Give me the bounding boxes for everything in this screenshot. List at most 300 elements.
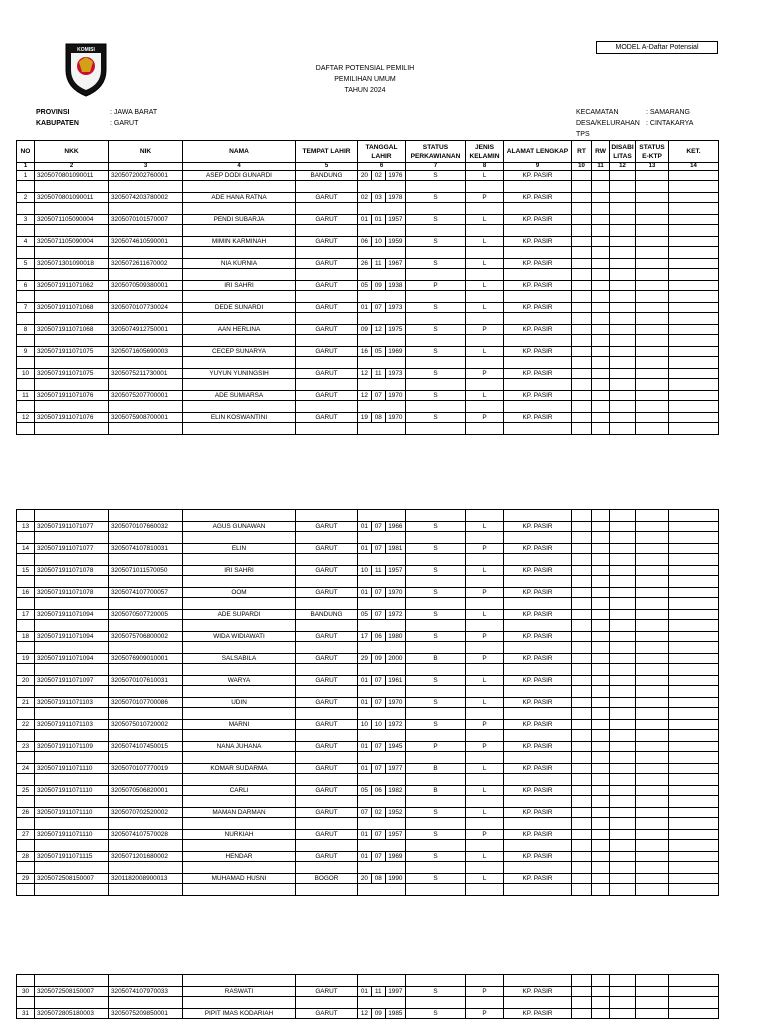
empty-cell — [610, 774, 636, 786]
month: 07 — [372, 610, 386, 619]
empty-cell — [466, 730, 504, 742]
empty-cell — [406, 203, 466, 215]
empty-cell — [610, 720, 636, 730]
empty-cell — [296, 818, 358, 830]
cell-nama: OOM — [183, 588, 296, 598]
empty-cell — [466, 664, 504, 676]
empty-cell — [636, 884, 669, 896]
year: 1966 — [388, 523, 403, 530]
empty-cell — [636, 281, 669, 291]
cell-no: 21 — [17, 698, 35, 708]
spacer-row — [17, 620, 719, 632]
cell-jk: P — [466, 830, 504, 840]
empty-cell — [636, 554, 669, 566]
cell-nik: 3205070107770019 — [109, 764, 183, 774]
empty-cell — [610, 181, 636, 193]
col-number: 5 — [296, 163, 358, 171]
cell-nik: 3205074203780002 — [109, 193, 183, 203]
empty-cell — [466, 225, 504, 237]
cell-nama: HENDAR — [183, 852, 296, 862]
meta-label-provinsi: PROVINSI — [36, 109, 70, 116]
empty-cell — [572, 808, 592, 818]
empty-cell — [592, 720, 610, 730]
empty-cell — [636, 720, 669, 730]
empty-cell — [669, 181, 719, 193]
empty-cell — [610, 554, 636, 566]
cell-jk: P — [466, 369, 504, 379]
empty-cell — [296, 576, 358, 588]
title-line-1: DAFTAR POTENSIAL PEMILIH — [315, 65, 415, 72]
cell-jk: L — [466, 259, 504, 269]
empty-cell — [17, 510, 35, 522]
cell-tgl — [358, 544, 406, 554]
spacer-row — [17, 664, 719, 676]
empty-cell — [109, 225, 183, 237]
empty-cell — [296, 379, 358, 391]
empty-cell — [669, 247, 719, 259]
date-parts — [358, 786, 405, 795]
empty-cell — [636, 215, 669, 225]
cell-tgl — [358, 808, 406, 818]
empty-cell — [572, 291, 592, 303]
spacer-row — [17, 818, 719, 830]
empty-cell — [592, 335, 610, 347]
spacer-row — [17, 401, 719, 413]
month: 02 — [372, 171, 386, 180]
day: 12 — [358, 1009, 372, 1018]
cell-alamat: KP. PASIR — [504, 215, 572, 225]
empty-cell — [669, 764, 719, 774]
date-parts — [358, 369, 405, 378]
cell-tempat: GARUT — [296, 237, 358, 247]
date-parts — [358, 654, 405, 663]
cell-nkk: 3205071911071078 — [35, 566, 109, 576]
col-number: 7 — [406, 163, 466, 171]
cell-tempat: GARUT — [296, 764, 358, 774]
empty-cell — [636, 566, 669, 576]
empty-cell — [296, 862, 358, 874]
empty-cell — [669, 752, 719, 764]
empty-cell — [296, 203, 358, 215]
empty-cell — [669, 852, 719, 862]
empty-cell — [183, 997, 296, 1009]
cell-jk: L — [466, 281, 504, 291]
cell-no: 29 — [17, 874, 35, 884]
cell-tempat: GARUT — [296, 742, 358, 752]
cell-alamat: KP. PASIR — [504, 237, 572, 247]
cell-alamat: KP. PASIR — [504, 808, 572, 818]
empty-cell — [17, 225, 35, 237]
spacer-row — [17, 225, 719, 237]
cell-nik: 3205072611670002 — [109, 259, 183, 269]
empty-cell — [35, 269, 109, 281]
cell-nkk: 3205071911071110 — [35, 786, 109, 796]
spacer-row — [17, 884, 719, 896]
meta-value-kabupaten: : GARUT — [110, 120, 139, 127]
empty-cell — [592, 796, 610, 808]
cell-tempat: GARUT — [296, 215, 358, 225]
empty-cell — [610, 510, 636, 522]
year: 1957 — [388, 216, 403, 223]
cell-no: 10 — [17, 369, 35, 379]
empty-cell — [109, 532, 183, 544]
day: 12 — [358, 369, 372, 378]
empty-cell — [358, 862, 406, 874]
cell-tgl — [358, 830, 406, 840]
empty-cell — [406, 181, 466, 193]
empty-cell — [610, 291, 636, 303]
empty-cell — [406, 686, 466, 698]
empty-cell — [592, 369, 610, 379]
empty-cell — [592, 632, 610, 642]
empty-cell — [406, 642, 466, 654]
empty-cell — [610, 313, 636, 325]
empty-cell — [406, 247, 466, 259]
empty-cell — [17, 664, 35, 676]
empty-cell — [406, 664, 466, 676]
empty-cell — [610, 203, 636, 215]
cell-tgl — [358, 720, 406, 730]
empty-cell — [610, 742, 636, 752]
cell-nama: NIA KURNIA — [183, 259, 296, 269]
empty-cell — [610, 544, 636, 554]
empty-cell — [504, 752, 572, 764]
day: 01 — [358, 588, 372, 597]
col-number: 13 — [636, 163, 669, 171]
empty-cell — [572, 830, 592, 840]
cell-no: 4 — [17, 237, 35, 247]
cell-nama: ADE HANA RATNA — [183, 193, 296, 203]
empty-cell — [610, 335, 636, 347]
cell-jk: P — [466, 588, 504, 598]
cell-nkk: 3205071911071068 — [35, 325, 109, 335]
empty-cell — [610, 708, 636, 720]
cell-nik: 3205074107570028 — [109, 830, 183, 840]
cell-status: S — [406, 413, 466, 423]
empty-cell — [296, 313, 358, 325]
cell-nkk: 3205071105090004 — [35, 215, 109, 225]
year: 1990 — [388, 875, 403, 882]
date-parts — [358, 588, 405, 597]
day: 05 — [358, 610, 372, 619]
cell-status: S — [406, 347, 466, 357]
empty-cell — [406, 884, 466, 896]
cell-nama: ADE SUMIARSA — [183, 391, 296, 401]
cell-jk: P — [466, 632, 504, 642]
cell-nama: NANA JUHANA — [183, 742, 296, 752]
cell-nik: 3205075908700001 — [109, 413, 183, 423]
empty-cell — [109, 335, 183, 347]
empty-cell — [183, 423, 296, 435]
date-parts — [358, 852, 405, 861]
table-row — [17, 1009, 719, 1019]
empty-cell — [592, 247, 610, 259]
date-parts — [358, 281, 405, 290]
empty-cell — [504, 975, 572, 987]
empty-cell — [669, 313, 719, 325]
cell-tgl — [358, 676, 406, 686]
year: 1972 — [388, 611, 403, 618]
empty-cell — [572, 576, 592, 588]
cell-status: S — [406, 171, 466, 181]
empty-cell — [669, 259, 719, 269]
cell-jk: L — [466, 610, 504, 620]
empty-cell — [35, 884, 109, 896]
table-row — [17, 588, 719, 598]
empty-cell — [669, 830, 719, 840]
empty-cell — [358, 598, 406, 610]
empty-cell — [572, 369, 592, 379]
empty-cell — [406, 598, 466, 610]
empty-cell — [504, 708, 572, 720]
cell-jk: P — [466, 413, 504, 423]
empty-cell — [610, 862, 636, 874]
empty-cell — [572, 642, 592, 654]
cell-no: 24 — [17, 764, 35, 774]
table-header-row — [17, 141, 719, 163]
model-label: MODEL A-Daftar Potensial — [596, 41, 718, 54]
cell-nama: RASWATI — [183, 987, 296, 997]
year: 1952 — [388, 809, 403, 816]
cell-status: S — [406, 676, 466, 686]
empty-cell — [592, 522, 610, 532]
empty-cell — [358, 664, 406, 676]
empty-cell — [17, 203, 35, 215]
empty-cell — [636, 347, 669, 357]
empty-cell — [504, 642, 572, 654]
empty-cell — [35, 357, 109, 369]
empty-cell — [17, 401, 35, 413]
empty-cell — [669, 620, 719, 632]
cell-tgl — [358, 852, 406, 862]
day: 01 — [358, 742, 372, 751]
cell-nkk: 3205071911071110 — [35, 830, 109, 840]
empty-cell — [466, 642, 504, 654]
empty-cell — [592, 808, 610, 818]
empty-cell — [183, 796, 296, 808]
month: 06 — [372, 632, 386, 641]
cell-no: 16 — [17, 588, 35, 598]
cell-status: S — [406, 987, 466, 997]
right-meta — [576, 107, 693, 140]
meta-label-tps: TPS — [576, 131, 590, 138]
cell-status: S — [406, 193, 466, 203]
empty-cell — [572, 423, 592, 435]
empty-cell — [406, 225, 466, 237]
empty-cell — [636, 874, 669, 884]
empty-cell — [592, 303, 610, 313]
empty-cell — [669, 610, 719, 620]
cell-status: P — [406, 281, 466, 291]
empty-cell — [35, 730, 109, 742]
meta-label-kabupaten: KABUPATEN — [36, 120, 79, 127]
empty-cell — [669, 808, 719, 818]
empty-cell — [610, 369, 636, 379]
empty-cell — [358, 554, 406, 566]
empty-cell — [358, 840, 406, 852]
month: 11 — [372, 566, 386, 575]
cell-status: B — [406, 786, 466, 796]
empty-cell — [636, 247, 669, 259]
empty-cell — [636, 193, 669, 203]
empty-cell — [592, 401, 610, 413]
empty-cell — [358, 401, 406, 413]
empty-cell — [17, 247, 35, 259]
table-row — [17, 347, 719, 357]
cell-no: 26 — [17, 808, 35, 818]
empty-cell — [592, 566, 610, 576]
cell-alamat: KP. PASIR — [504, 987, 572, 997]
table-body-page-2 — [17, 510, 719, 896]
cell-nkk: 3205071911071094 — [35, 654, 109, 664]
cell-jk: P — [466, 1009, 504, 1019]
empty-cell — [296, 796, 358, 808]
empty-cell — [669, 391, 719, 401]
table-row — [17, 654, 719, 664]
cell-nama: MAMAN DARMAN — [183, 808, 296, 818]
cell-tempat: GARUT — [296, 259, 358, 269]
day: 01 — [358, 676, 372, 685]
empty-cell — [358, 510, 406, 522]
table-row — [17, 193, 719, 203]
empty-cell — [109, 510, 183, 522]
year: 1977 — [388, 765, 403, 772]
empty-cell — [358, 997, 406, 1009]
date-parts — [358, 1009, 405, 1018]
cell-alamat: KP. PASIR — [504, 193, 572, 203]
cell-alamat: KP. PASIR — [504, 347, 572, 357]
cell-alamat: KP. PASIR — [504, 632, 572, 642]
table-row — [17, 259, 719, 269]
empty-cell — [592, 259, 610, 269]
empty-cell — [109, 203, 183, 215]
empty-cell — [610, 357, 636, 369]
empty-cell — [17, 818, 35, 830]
empty-cell — [572, 247, 592, 259]
cell-nama: ASEP DODI GUNARDI — [183, 171, 296, 181]
empty-cell — [572, 598, 592, 610]
empty-cell — [636, 303, 669, 313]
empty-cell — [183, 203, 296, 215]
empty-cell — [109, 884, 183, 896]
empty-cell — [504, 291, 572, 303]
cell-nama: WARYA — [183, 676, 296, 686]
empty-cell — [610, 259, 636, 269]
empty-cell — [296, 752, 358, 764]
empty-cell — [17, 313, 35, 325]
empty-cell — [610, 225, 636, 237]
empty-cell — [592, 269, 610, 281]
spacer-row — [17, 774, 719, 786]
empty-cell — [183, 774, 296, 786]
empty-cell — [669, 347, 719, 357]
empty-cell — [592, 588, 610, 598]
empty-cell — [592, 786, 610, 796]
empty-cell — [406, 730, 466, 742]
empty-cell — [592, 884, 610, 896]
year: 1978 — [388, 194, 403, 201]
cell-no: 12 — [17, 413, 35, 423]
col-header-status-perkawinan: STATUS PERKAWIANAN — [406, 141, 466, 163]
cell-nik: 3205070509380001 — [109, 281, 183, 291]
empty-cell — [358, 730, 406, 742]
empty-cell — [17, 796, 35, 808]
meta-value-provinsi: : JAWA BARAT — [110, 109, 158, 116]
empty-cell — [669, 269, 719, 281]
empty-cell — [592, 532, 610, 544]
empty-cell — [296, 730, 358, 742]
empty-cell — [636, 181, 669, 193]
empty-cell — [669, 554, 719, 566]
empty-cell — [572, 391, 592, 401]
empty-cell — [572, 193, 592, 203]
empty-cell — [610, 281, 636, 291]
cell-nama: PENDI SUBARJA — [183, 215, 296, 225]
cell-nik: 3205075706800002 — [109, 632, 183, 642]
empty-cell — [610, 423, 636, 435]
empty-cell — [504, 730, 572, 742]
year: 1980 — [388, 633, 403, 640]
cell-nama: CECEP SUNARYA — [183, 347, 296, 357]
empty-cell — [296, 423, 358, 435]
empty-cell — [610, 852, 636, 862]
empty-cell — [504, 335, 572, 347]
empty-cell — [35, 576, 109, 588]
empty-cell — [109, 379, 183, 391]
empty-cell — [358, 708, 406, 720]
cell-no: 27 — [17, 830, 35, 840]
cell-nik: 3205071605690003 — [109, 347, 183, 357]
col-header-tanggal-lahir: TANGGAL LAHIR — [358, 141, 406, 163]
cell-alamat: KP. PASIR — [504, 588, 572, 598]
cell-tgl — [358, 874, 406, 884]
empty-cell — [610, 1009, 636, 1019]
empty-cell — [572, 620, 592, 632]
date-parts — [358, 347, 405, 356]
empty-cell — [669, 193, 719, 203]
table-row — [17, 325, 719, 335]
table-row — [17, 987, 719, 997]
empty-cell — [183, 335, 296, 347]
cell-nama: KOMAR SUDARMA — [183, 764, 296, 774]
empty-cell — [592, 347, 610, 357]
document-title — [250, 63, 480, 96]
empty-cell — [35, 708, 109, 720]
cell-status: S — [406, 632, 466, 642]
day: 05 — [358, 786, 372, 795]
cell-nik: 3205075207700001 — [109, 391, 183, 401]
empty-cell — [183, 642, 296, 654]
spacer-row — [17, 862, 719, 874]
table-row — [17, 369, 719, 379]
empty-cell — [17, 862, 35, 874]
col-header-jenis-kelamin: JENIS KELAMIN — [466, 141, 504, 163]
month: 10 — [372, 720, 386, 729]
day: 01 — [358, 522, 372, 531]
empty-cell — [183, 818, 296, 830]
cell-status: S — [406, 830, 466, 840]
empty-cell — [406, 752, 466, 764]
empty-cell — [572, 884, 592, 896]
spacer-row — [17, 796, 719, 808]
year: 2000 — [388, 655, 403, 662]
date-parts — [358, 259, 405, 268]
empty-cell — [358, 532, 406, 544]
empty-cell — [669, 510, 719, 522]
day: 10 — [358, 720, 372, 729]
empty-cell — [504, 620, 572, 632]
empty-cell — [35, 554, 109, 566]
